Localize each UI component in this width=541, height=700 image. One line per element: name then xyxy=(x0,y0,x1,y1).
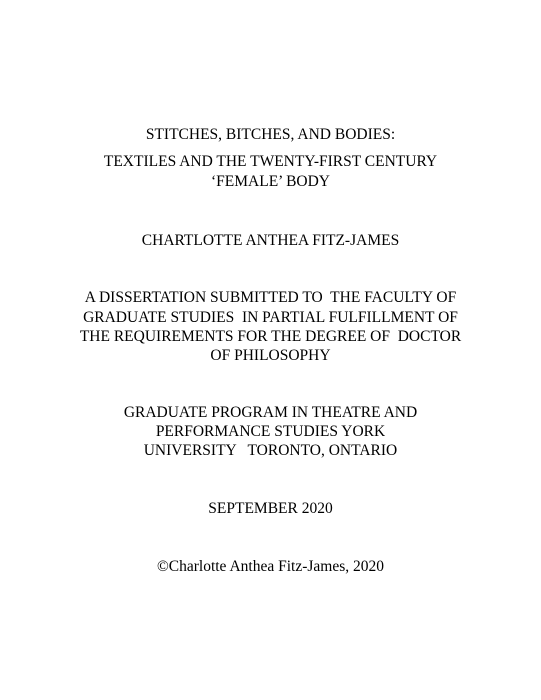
submission-statement-line-1: A DISSERTATION SUBMITTED TO THE FACULTY OF xyxy=(84,289,457,306)
submission-date: SEPTEMBER 2020 xyxy=(208,500,333,517)
dissertation-title-line-1: STITCHES, BITCHES, AND BODIES: xyxy=(145,126,396,143)
submission-statement-line-2: GRADUATE STUDIES IN PARTIAL FULFILLMENT OF xyxy=(83,309,458,326)
submission-statement-line-4: OF PHILOSOPHY xyxy=(210,347,331,364)
program-line-1: GRADUATE PROGRAM IN THEATRE AND xyxy=(123,404,418,421)
program-line-3: UNIVERSITY TORONTO, ONTARIO xyxy=(143,442,398,459)
program-line-2: PERFORMANCE STUDIES YORK xyxy=(155,423,386,440)
submission-statement-line-3: THE REQUIREMENTS FOR THE DEGREE OF DOCTOR xyxy=(79,328,462,345)
copyright-notice: ©Charlotte Anthea Fitz-James, 2020 xyxy=(156,558,384,575)
author-name: CHARTLOTTE ANTHEA FITZ-JAMES xyxy=(141,232,400,249)
dissertation-title-line-2: TEXTILES AND THE TWENTY-FIRST CENTURY xyxy=(103,153,438,170)
dissertation-title-line-3: ‘FEMALE’ BODY xyxy=(211,173,330,190)
